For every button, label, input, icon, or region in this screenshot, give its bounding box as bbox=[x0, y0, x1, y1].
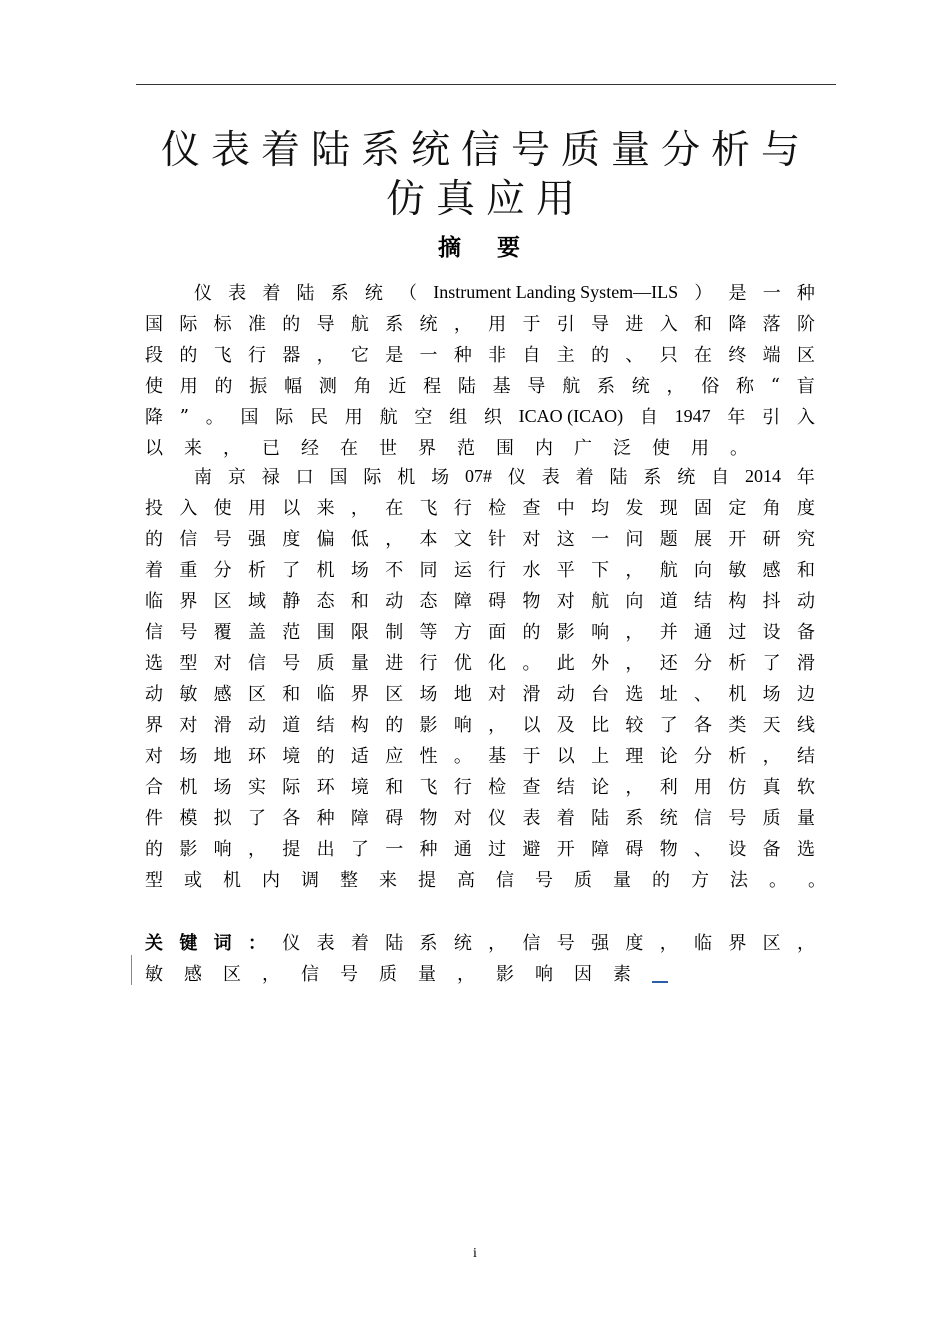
abstract-line: 段 的 飞 行 器 ， 它 是 一 种 非 自 主 的 、 只 在 终 端 区 bbox=[145, 345, 815, 366]
abstract-line: 使 用 的 振 幅 测 角 近 程 陆 基 导 航 系 统 ， 俗 称 “ 盲 bbox=[145, 374, 815, 397]
abstract-line: 仪 表 着 陆 系 统 （ Instrument Landing System—ILS ） 是 一 种 bbox=[194, 281, 815, 304]
abstract-line: 件 模 拟 了 各 种 障 碍 物 对 仪 表 着 陆 系 统 信 号 质 量 bbox=[145, 808, 815, 829]
abstract-line: 的 信 号 强 度 偏 低 ， 本 文 针 对 这 一 问 题 展 开 研 究 bbox=[145, 529, 815, 550]
abstract-line: 界 对 滑 动 道 结 构 的 影 响 ， 以 及 比 较 了 各 类 天 线 bbox=[145, 715, 815, 736]
abstract-line: 国 际 标 准 的 导 航 系 统 ， 用 于 引 导 进 入 和 降 落 阶 bbox=[145, 314, 815, 335]
abstract-line: 投 入 使 用 以 来 ， 在 飞 行 检 查 中 均 发 现 固 定 角 度 bbox=[145, 498, 815, 519]
keywords-line-1: 关 键 词 ： 仪 表 着 陆 系 统 ， 信 号 强 度 ， 临 界 区 ， bbox=[145, 933, 815, 954]
abstract-line: 的 影 响 ， 提 出 了 一 种 通 过 避 开 障 碍 物 、 设 备 选 bbox=[145, 839, 815, 860]
abstract-line: 信 号 覆 盖 范 围 限 制 等 方 面 的 影 响 ， 并 通 过 设 备 bbox=[145, 622, 815, 643]
abstract-line: 型 或 机 内 调 整 来 提 高 信 号 质 量 的 方 法 。 。 bbox=[145, 870, 826, 891]
abstract-line: 对 场 地 环 境 的 适 应 性 。 基 于 以 上 理 论 分 析 ， 结 bbox=[145, 746, 815, 767]
abstract-line: 以 来 ， 已 经 在 世 界 范 围 内 广 泛 使 用 。 bbox=[145, 438, 748, 459]
abstract-line: 临 界 区 域 静 态 和 动 态 障 碍 物 对 航 向 道 结 构 抖 动 bbox=[145, 591, 815, 612]
abstract-line: 合 机 场 实 际 环 境 和 飞 行 检 查 结 论 ， 利 用 仿 真 软 bbox=[145, 777, 815, 798]
document-title-line-2: 仿真应用 bbox=[385, 177, 586, 222]
abstract-line: 选 型 对 信 号 质 量 进 行 优 化 。 此 外 ， 还 分 析 了 滑 bbox=[145, 653, 815, 674]
text-cursor-bar bbox=[131, 955, 132, 985]
keywords-line-2: 敏 感 区 ， 信 号 质 量 ， 影 响 因 素 bbox=[145, 959, 815, 987]
abstract-line: 南 京 禄 口 国 际 机 场 07# 仪 表 着 陆 系 统 自 2014 年 bbox=[194, 465, 815, 488]
header-rule bbox=[136, 84, 836, 85]
abstract-heading: 摘 要 bbox=[437, 235, 534, 261]
document-title-line-1: 仪表着陆系统信号质量分析与 bbox=[160, 128, 811, 173]
link-underline-mark bbox=[652, 981, 668, 983]
page-number: i bbox=[473, 1246, 477, 1261]
abstract-line: 动 敏 感 区 和 临 界 区 场 地 对 滑 动 台 选 址 、 机 场 边 bbox=[145, 684, 815, 705]
abstract-line: 降 ” 。 国 际 民 用 航 空 组 织 ICAO (ICAO) 自 1947 年 引 入 bbox=[145, 405, 815, 428]
abstract-line: 着 重 分 析 了 机 场 不 同 运 行 水 平 下 ， 航 向 敏 感 和 bbox=[145, 560, 815, 581]
